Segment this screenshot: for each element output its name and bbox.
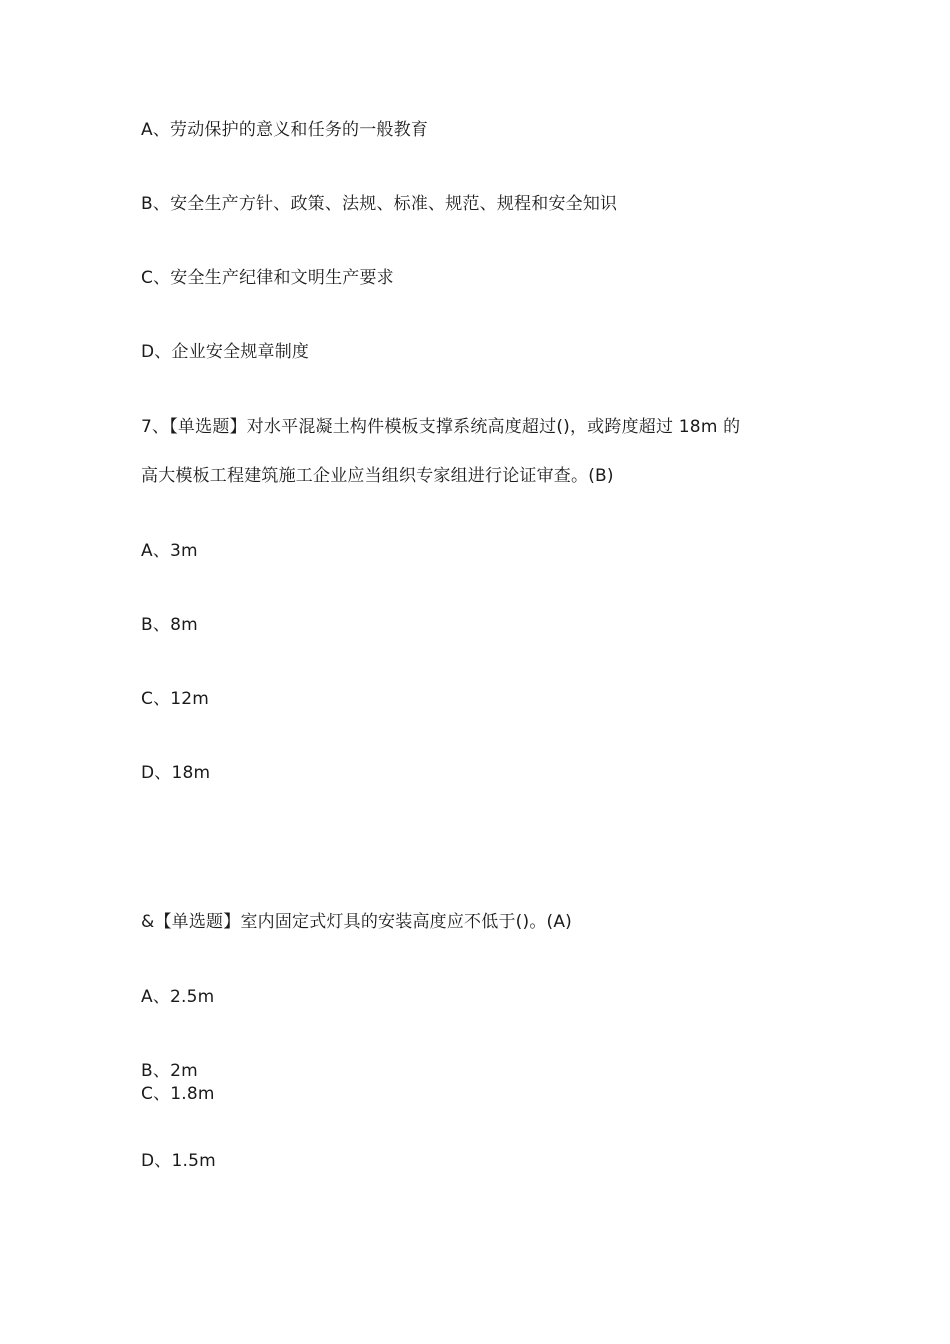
q7-option-d: D、18m <box>141 763 211 783</box>
q6-option-d: D、企业安全规章制度 <box>141 342 310 362</box>
q7-option-a: A、3m <box>141 541 198 561</box>
q6-option-c: C、安全生产纪律和文明生产要求 <box>141 268 394 288</box>
q8-question-line-1: &【单选题】室内固定式灯具的安装高度应不低于()。(A) <box>141 912 573 932</box>
q7-option-c: C、12m <box>141 689 210 709</box>
q8-option-d: D、1.5m <box>141 1151 216 1171</box>
q7-question-line-2: 高大模板工程建筑施工企业应当组织专家组进行论证审查。(B) <box>141 466 614 486</box>
q7-option-b: B、8m <box>141 615 198 635</box>
q7-question-line-1: 7、【单选题】对水平混凝土构件模板支撑系统高度超过()，或跨度超过 18m 的 <box>141 417 741 437</box>
q8-option-b: B、2m <box>141 1061 198 1081</box>
q6-option-b: B、安全生产方针、政策、法规、标准、规范、规程和安全知识 <box>141 194 618 214</box>
q6-option-a: A、劳动保护的意义和任务的一般教育 <box>141 120 429 140</box>
q8-option-a: A、2.5m <box>141 987 215 1007</box>
q8-option-c: C、1.8m <box>141 1084 215 1104</box>
